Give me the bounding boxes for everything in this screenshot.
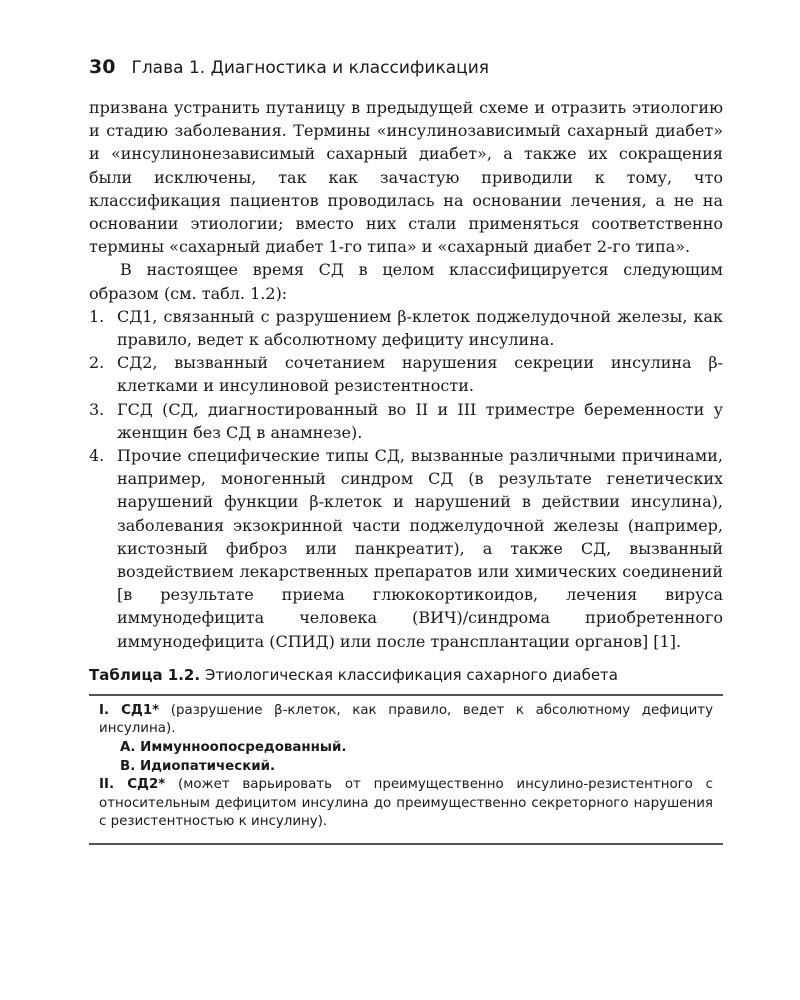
list-number: 4. xyxy=(89,446,105,466)
table-row-type2 xyxy=(99,776,713,832)
type2-heading: II. СД2* xyxy=(99,777,166,793)
type1-description: (разрушение β-клеток, как правило, ведет к абсолютному дефициту инсулина). xyxy=(99,702,713,737)
type1-subtype-a: А. Иммунноопосредованный. xyxy=(120,740,347,756)
list-item xyxy=(89,398,723,444)
list-item-text: СД2, вызванный сочетанием нарушения секреции инсулина β-клетками и инсулиновой резистентности. xyxy=(117,353,723,396)
list-item xyxy=(89,305,723,351)
type1-subtype-b: В. Идиопатический. xyxy=(120,758,276,774)
body-text xyxy=(89,96,723,653)
book-page xyxy=(89,56,723,845)
paragraph: В настоящее время СД в целом классифицируется следующим образом (см. табл. 1.2): xyxy=(89,260,723,303)
paragraph: призвана устранить путаницу в предыдущей схеме и отразить этиологию и стадию заболевания. Термины «инсулинозависимый сахарный диабет» и «инсулинонезависимый сахарный диабет», а также их сокращения были исключены, так как зачастую приводили к тому, что классификация пациентов проводилась на основании лечения, а не на основании этиологии; вместо них стали применяться соответственно термины «сахарный диабет 1-го типа» и «сахарный диабет 2-го типа». xyxy=(89,98,723,257)
table-caption xyxy=(89,666,723,684)
running-header xyxy=(89,56,723,86)
list-item-text: ГСД (СД, диагностированный во II и III триместре беременности у женщин без СД в анамнезе). xyxy=(117,399,723,442)
classification-table xyxy=(89,694,723,845)
list-number: 3. xyxy=(89,399,105,419)
list-item-text: СД1, связанный с разрушением β-клеток поджелудочной железы, как правило, ведет к абсолютному дефициту инсулина. xyxy=(117,306,723,350)
list-item-text: Прочие специфические типы СД, вызванные различными причинами, например, моногенный синдром СД (в результате генетических нарушений функции β-клеток и нарушений в действии инсулина), заболевания экзокринной части поджелудочной железы (например, кистозный фиброз или панкреатит), а также СД, вызванный воздействием лекарственных препаратов или химических соединений [в результате приема глюкокортикоидов, лечения вируса иммунодефицита человека (ВИЧ)/синдрома приобретенного иммунодефицита (СПИД) или после трансплантации органов] [1]. xyxy=(117,446,723,651)
table-caption-text: Этиологическая классификация сахарного диабета xyxy=(204,665,618,684)
list-item xyxy=(89,444,723,653)
table-caption-label: Таблица 1.2. xyxy=(89,665,201,684)
list-item xyxy=(89,351,723,397)
page-number: 30 xyxy=(89,56,116,78)
type2-description: (может варьировать от преимущественно инсулино-резистентного с относительным дефицитом инсулина до преимущественно секреторного нарушения с резистентностью к инсулину). xyxy=(99,777,713,830)
list-number: 2. xyxy=(89,353,105,373)
type1-heading: I. СД1* xyxy=(99,702,160,718)
classification-list xyxy=(89,305,723,653)
chapter-title: Глава 1. Диагностика и классификация xyxy=(131,58,490,78)
list-number: 1. xyxy=(89,306,105,326)
table-row-type1 xyxy=(99,702,713,739)
